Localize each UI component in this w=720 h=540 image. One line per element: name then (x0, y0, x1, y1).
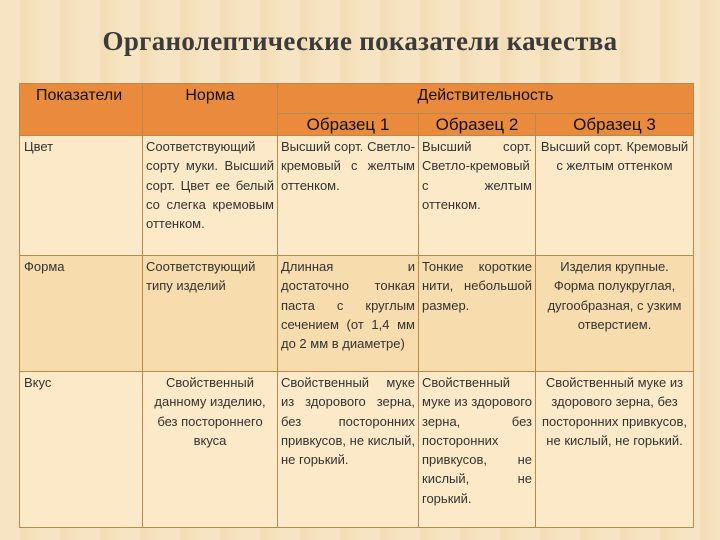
cell-sample-2: Высший сорт. Светло-кремовый с желтым оттенком. (419, 136, 536, 256)
cell-sample-3: Высший сорт. Кремовый с желтым оттенком (536, 136, 694, 256)
header-sample-2: Образец 2 (419, 114, 536, 136)
cell-parameter: Форма (20, 256, 143, 372)
cell-sample-2: Тонкие короткие нити, небольшой размер. (419, 256, 536, 372)
cell-norm: Свойственный данному изделию, без постороннего вкуса (143, 372, 278, 528)
cell-norm: Соответствующий сорту муки. Высший сорт. Цвет ее белый со слегка кремовым оттенком. (143, 136, 278, 256)
cell-parameter: Цвет (20, 136, 143, 256)
header-sample-1: Образец 1 (278, 114, 419, 136)
table-row (20, 136, 694, 256)
page-title: Органолептические показатели качества (102, 26, 618, 56)
table-row (20, 256, 694, 372)
cell-sample-3: Свойственный муке из здорового зерна, без посторонних привкусов, не кислый, не горький. (536, 372, 694, 528)
cell-sample-1: Длинная и достаточно тонкая паста с круглым сечением (от 1,4 мм до 2 мм в диаметре) (278, 256, 419, 372)
cell-sample-2: Свойственный муке из здорового зерна, без посторонних привкусов, не кислый, не горький. (419, 372, 536, 528)
cell-sample-3: Изделия крупные. Форма полукруглая, дугообразная, с узким отверстием. (536, 256, 694, 372)
header-actual: Действительность (278, 84, 694, 114)
header-row (20, 84, 694, 114)
cell-parameter: Вкус (20, 372, 143, 528)
header-norm: Норма (143, 84, 278, 136)
cell-sample-1: Свойственный муке из здорового зерна, без посторонних привкусов, не кислый, не горький. (278, 372, 419, 528)
cell-sample-1: Высший сорт. Светло-кремовый с желтым оттенком. (278, 136, 419, 256)
cell-norm: Соответствующий типу изделий (143, 256, 278, 372)
header-sample-3: Образец 3 (536, 114, 694, 136)
header-parameter: Показатели (20, 84, 143, 136)
quality-table (19, 83, 694, 528)
table-row (20, 372, 694, 528)
